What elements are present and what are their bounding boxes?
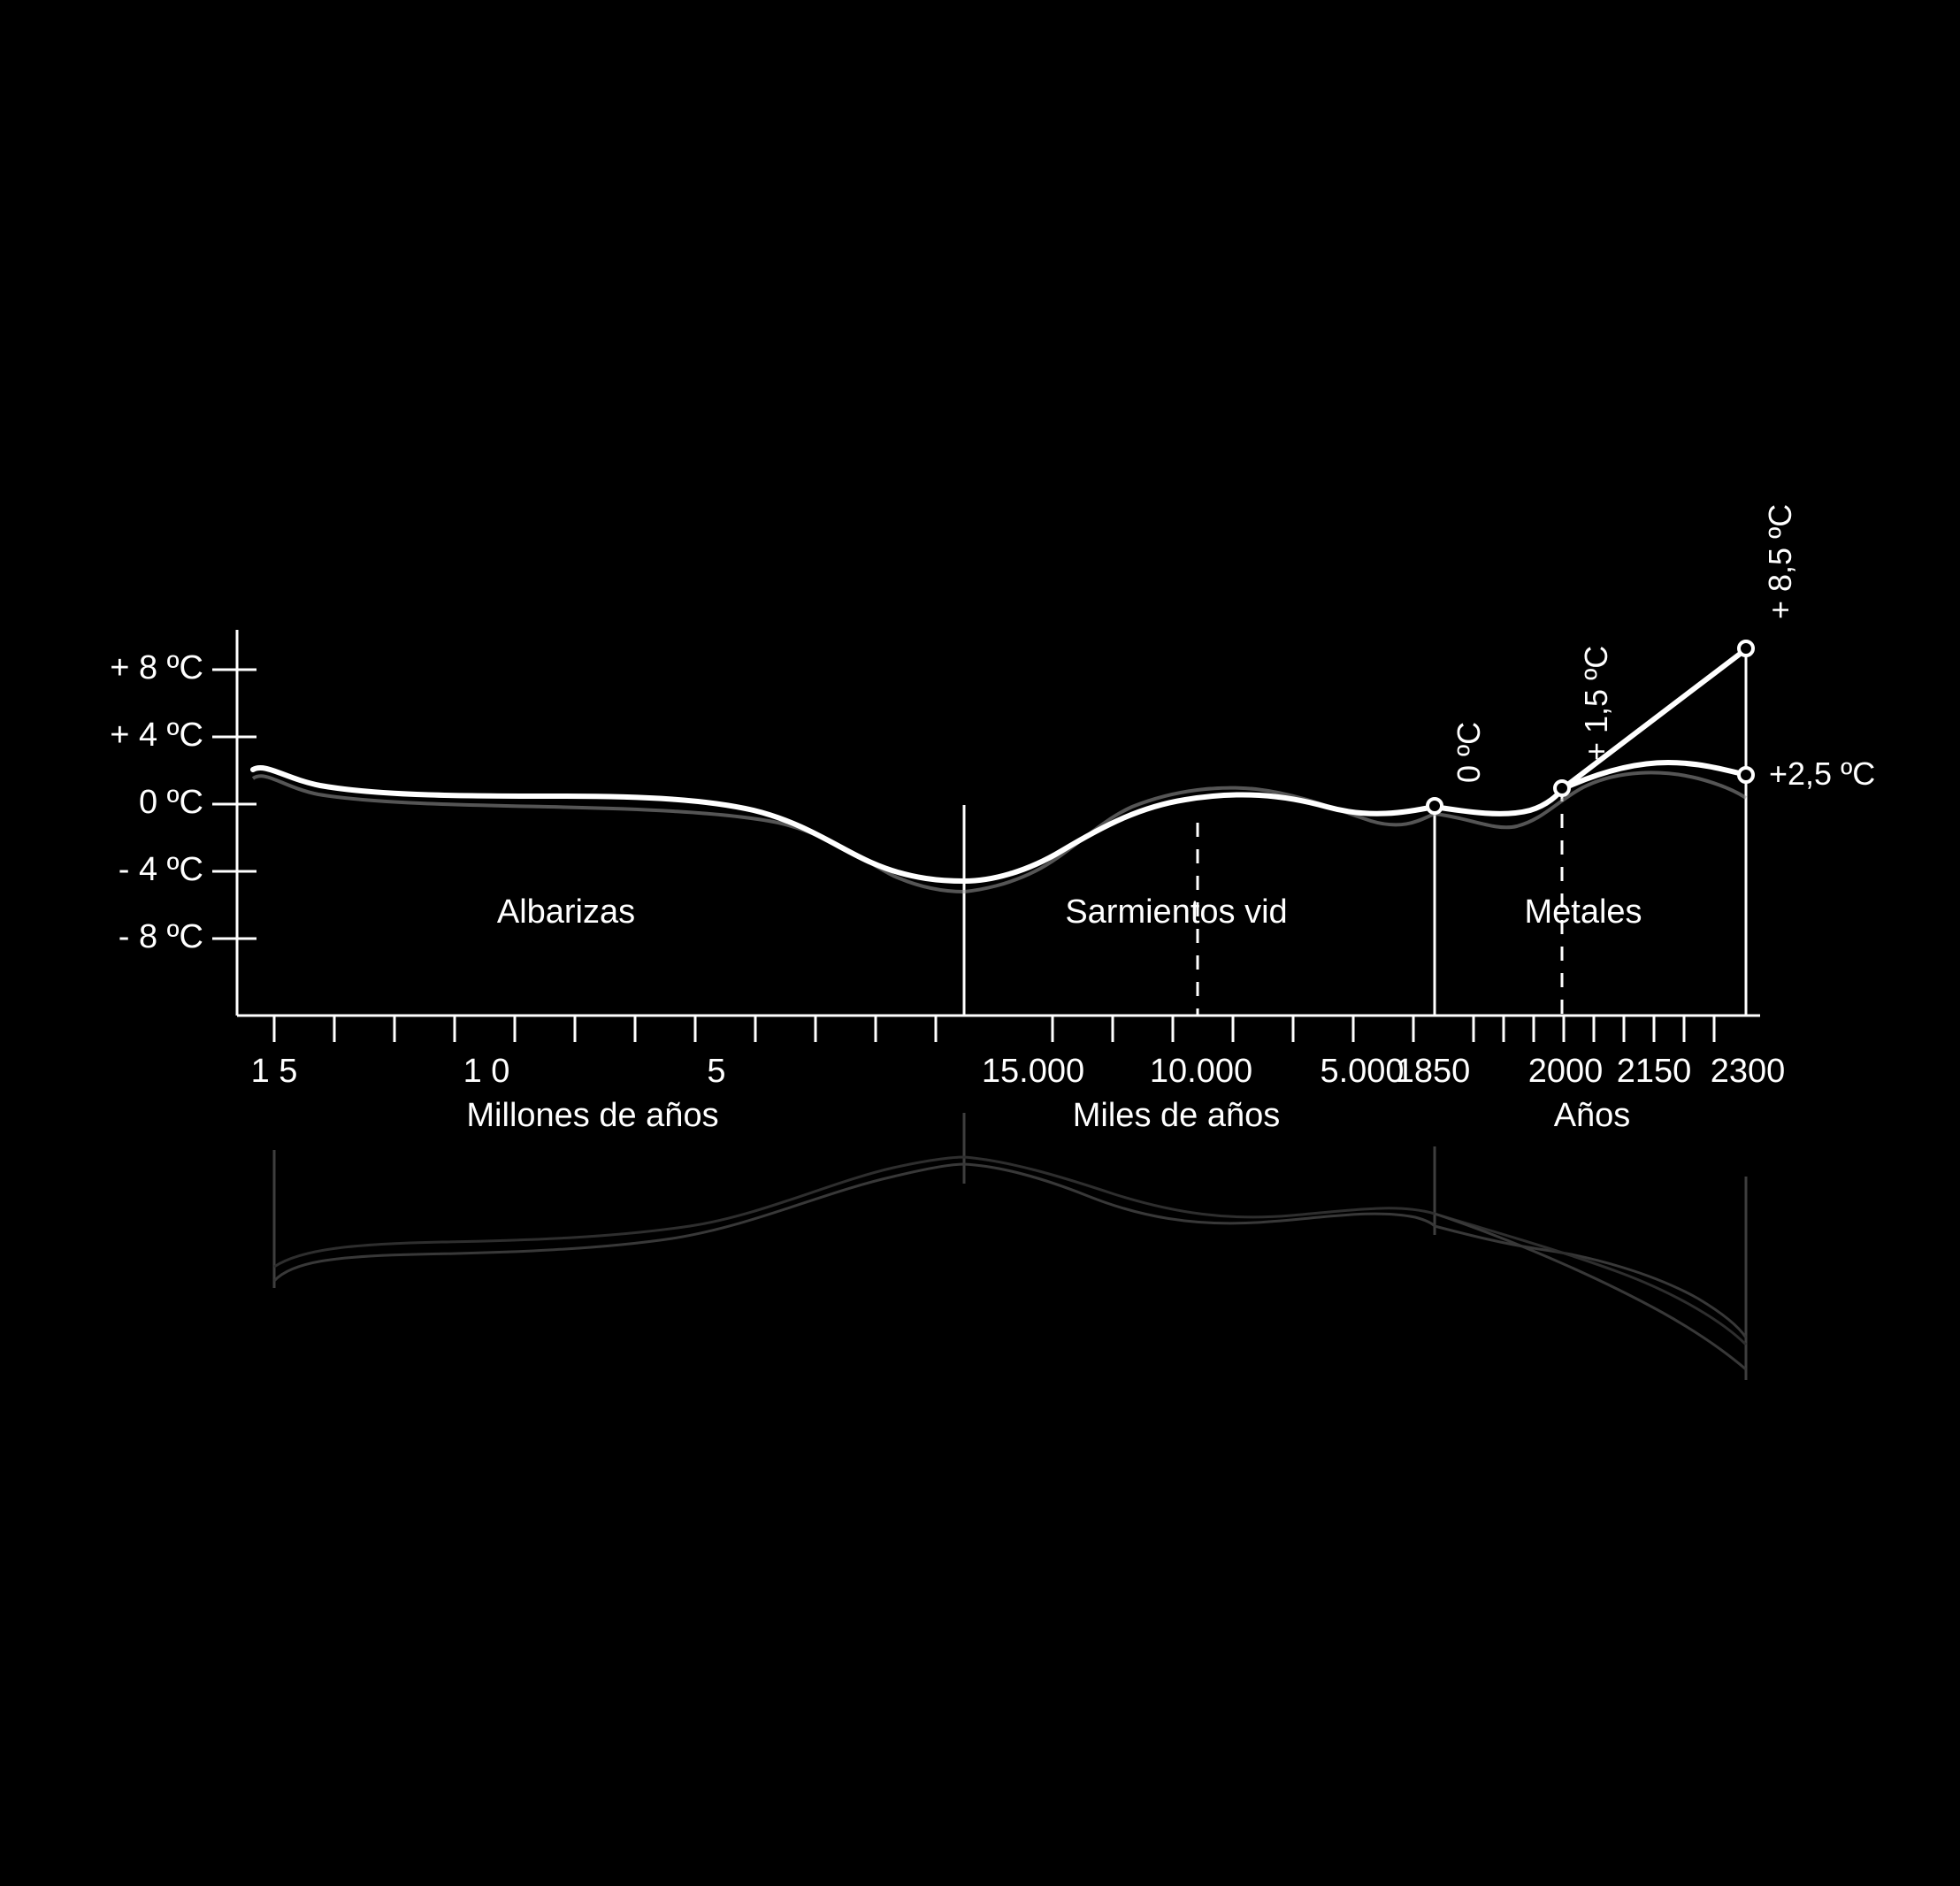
x-tick-label-5m: 5 — [707, 1053, 726, 1090]
annotation-plus-8-5: + 8,5 ºC — [1762, 503, 1798, 619]
axis-title-millones: Millones de años — [466, 1097, 719, 1134]
x-tick-label-10m: 1 0 — [463, 1053, 510, 1090]
annotation-zero-c: 0 ºC — [1451, 721, 1487, 783]
era-label-sarmientos: Sarmientos vid — [1065, 893, 1288, 931]
temperature-curve-main — [253, 768, 1435, 881]
secondary-curve — [253, 772, 1746, 892]
x-tick-label-15m: 1 5 — [250, 1053, 298, 1090]
annotation-plus-2-5: +2,5 ºC — [1769, 755, 1876, 792]
y-tick-label-8: + 8 ºC — [110, 649, 203, 686]
axis-title-miles: Miles de años — [1072, 1097, 1281, 1134]
era-label-albarizas: Albarizas — [496, 893, 636, 931]
marker-dot-high-2300 — [1739, 641, 1753, 656]
x-tick-label-5000: 5.000 — [1320, 1053, 1405, 1090]
y-tick-label-0: 0 ºC — [138, 784, 203, 821]
x-tick-label-10000: 10.000 — [1149, 1053, 1253, 1090]
chart-main — [212, 630, 1760, 1042]
axis-title-anos: Años — [1553, 1097, 1631, 1134]
x-tick-label-2300: 2300 — [1710, 1053, 1786, 1090]
y-tick-label-4: + 4 ºC — [110, 717, 203, 754]
marker-dot-1850 — [1428, 799, 1442, 813]
x-tick-label-2150: 2150 — [1616, 1053, 1692, 1090]
marker-dot-low-2300 — [1739, 768, 1753, 782]
annotation-plus-1-5: + 1,5 ºC — [1578, 645, 1614, 761]
x-tick-label-1850: 1850 — [1395, 1053, 1471, 1090]
y-tick-label-minus8: - 8 ºC — [118, 918, 203, 955]
marker-dot-2020 — [1555, 781, 1569, 795]
x-tick-marks — [274, 1016, 1714, 1042]
x-tick-label-2000: 2000 — [1527, 1053, 1604, 1090]
x-tick-label-15000: 15.000 — [981, 1053, 1085, 1090]
y-tick-label-minus4: - 4 ºC — [118, 851, 203, 888]
chart-reflection — [274, 1113, 1746, 1380]
era-label-metales: Metales — [1524, 893, 1642, 931]
